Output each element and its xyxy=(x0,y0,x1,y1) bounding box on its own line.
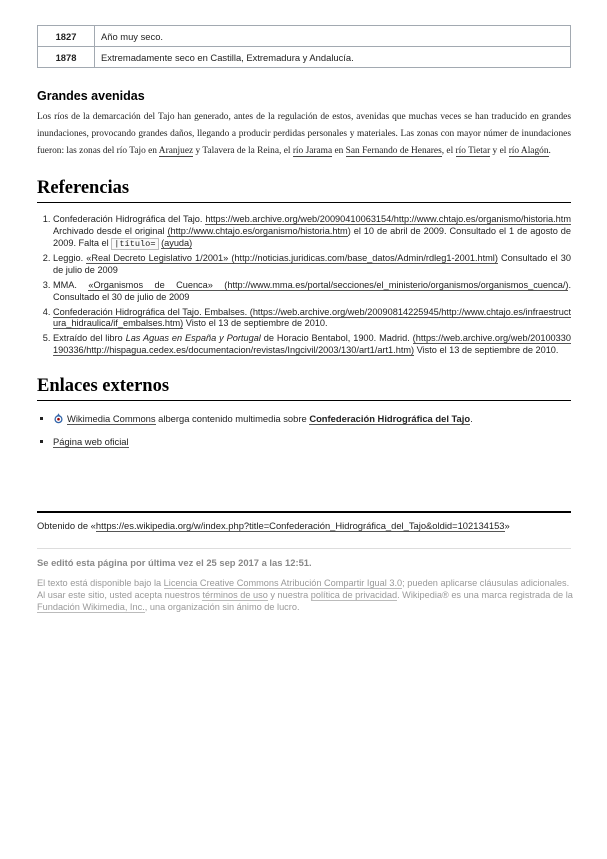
footer-divider-thin xyxy=(37,548,571,549)
permanent-link[interactable]: https://es.wikipedia.org/w/index.php?title=Confederación_Hidrográfica_del_Tajo&oldid=102134153 xyxy=(95,520,505,531)
missing-param-code: |título= xyxy=(111,238,158,250)
article-body xyxy=(37,25,571,458)
section-heading-avenidas: Grandes avenidas xyxy=(37,89,145,103)
link-rio-alagon[interactable]: río Alagón xyxy=(508,146,549,156)
wikimedia-commons-icon xyxy=(53,413,64,424)
text: , el xyxy=(441,146,456,156)
text: Extraído del libro xyxy=(53,333,126,344)
commons-category-link[interactable]: Confederación Hidrográfica del Tajo xyxy=(309,412,471,424)
retrieved-from xyxy=(37,520,577,531)
reference-item xyxy=(53,307,571,331)
text: ) el 10 de abril de 2009. Consultado el 1 de agosto de 2009. Falta el xyxy=(53,225,571,248)
text: en xyxy=(332,146,346,156)
last-edited: Se editó esta página por última vez el 25 sep 2017 a las 12:51. xyxy=(37,557,312,568)
text: alberga contenido multimedia sobre xyxy=(155,412,310,424)
list-item xyxy=(53,412,571,426)
section-heading-referencias: Referencias xyxy=(37,178,571,203)
link-rio-tietar[interactable]: río Tietar xyxy=(455,146,491,156)
wikimedia-foundation-link[interactable]: Fundación Wikimedia, Inc. xyxy=(37,601,145,612)
avenidas-paragraph xyxy=(37,109,571,160)
terms-link[interactable]: términos de uso xyxy=(202,589,268,600)
table-row xyxy=(38,47,571,68)
text: . xyxy=(548,146,551,156)
commons-link[interactable]: Wikimedia Commons xyxy=(67,412,156,424)
footer-divider xyxy=(37,511,571,513)
text: y Talavera de la Reina, el xyxy=(193,146,293,156)
link-san-fernando[interactable]: San Fernando de Henares xyxy=(345,146,442,156)
description-cell: Año muy seco. xyxy=(95,26,571,47)
book-title: Las Aguas en España y Portugal xyxy=(125,333,261,344)
text: y el xyxy=(490,146,509,156)
drought-years-table xyxy=(37,25,571,68)
text: , una organización sin ánimo de lucro. xyxy=(144,601,300,612)
text: . xyxy=(470,412,473,424)
text: y nuestra xyxy=(267,589,311,600)
text: Archivado desde el original xyxy=(53,225,168,236)
reference-item xyxy=(53,253,571,277)
reference-link[interactable]: «Organismos de Cuenca» (http://www.mma.es/portal/secciones/el_ministerio/organismos/organismos_cuenca/) xyxy=(88,279,569,290)
text: Los ríos de la demarcación del Tajo han generado, antes de la regulación de estos, avenidas que muchas veces se han traducido en grandes inundaciones, provocando grandes daños, llegando a producir perdidas personales y materiales. Las zonas con mayor númer de inundaciones fueron: las zonas del río Tajo en xyxy=(37,112,571,156)
text: Visto el 13 de septiembre de 2010. xyxy=(183,318,328,329)
text: . Consultado el 30 de julio de 2009 xyxy=(53,279,571,302)
link-rio-jarama[interactable]: río Jarama xyxy=(292,146,333,156)
text: Confederación Hidrográfica del Tajo. xyxy=(53,214,206,224)
text: MMA. xyxy=(53,279,89,290)
text: » xyxy=(504,520,510,531)
help-link[interactable]: (ayuda) xyxy=(161,237,193,248)
reference-link[interactable]: (https://web.archive.org/web/20100330190336/http://hispagua.cedex.es/documentacion/revistas/Ingcivil/2003/130/art1/art1.htm) xyxy=(53,333,571,355)
reference-link[interactable]: Confederación Hidrográfica del Tajo. Embalses. (https://web.archive.org/web/20090814225945/http://www.chtajo.es/infraestructura_hidraulica/if_embalses.htm) xyxy=(53,306,571,329)
link-aranjuez[interactable]: Aranjuez xyxy=(158,146,194,156)
license-link[interactable]: Licencia Creative Commons Atribución Compartir Igual 3.0 xyxy=(163,578,403,588)
reference-link[interactable]: https://web.archive.org/web/20090410063154/http://www.chtajo.es/organismo/historia.htm xyxy=(205,214,571,224)
description-cell: Extremadamente seco en Castilla, Extremadura y Andalucía. xyxy=(95,47,571,68)
privacy-link[interactable]: política de privacidad xyxy=(310,589,398,600)
text: Consultado el 30 de julio de 2009 xyxy=(53,253,572,276)
official-website-link[interactable]: Página web oficial xyxy=(53,435,129,447)
year-cell: 1878 xyxy=(38,47,95,68)
list-item xyxy=(53,435,571,449)
external-links-list xyxy=(37,412,571,449)
license-text xyxy=(37,578,577,613)
original-link[interactable]: (http://www.chtajo.es/organismo/historia.htm xyxy=(167,225,348,236)
reference-link[interactable]: «Real Decreto Legislativo 1/2001» (http://noticias.juridicas.com/base_datos/Admin/rdleg1-2001.html) xyxy=(86,253,498,264)
text: ; pueden aplicarse cláusulas adicionales. Al usar este sitio, usted acepta nuestros xyxy=(37,578,570,600)
year-cell: 1827 xyxy=(38,26,95,47)
section-heading-enlaces: Enlaces externos xyxy=(37,376,571,401)
references-list xyxy=(37,214,571,357)
text: El texto está disponible bajo la xyxy=(37,578,164,588)
text: . Wikipedia® es una marca registrada de la xyxy=(397,589,573,600)
reference-item xyxy=(53,333,571,357)
text: de Horacio Bentabol, 1900. Madrid. xyxy=(260,333,413,344)
text: Visto el 13 de septiembre de 2010. xyxy=(414,344,559,355)
text: Leggio. xyxy=(53,253,87,264)
reference-item xyxy=(53,214,571,250)
reference-item xyxy=(53,280,571,304)
table-row xyxy=(38,26,571,47)
text: Obtenido de « xyxy=(37,520,96,531)
